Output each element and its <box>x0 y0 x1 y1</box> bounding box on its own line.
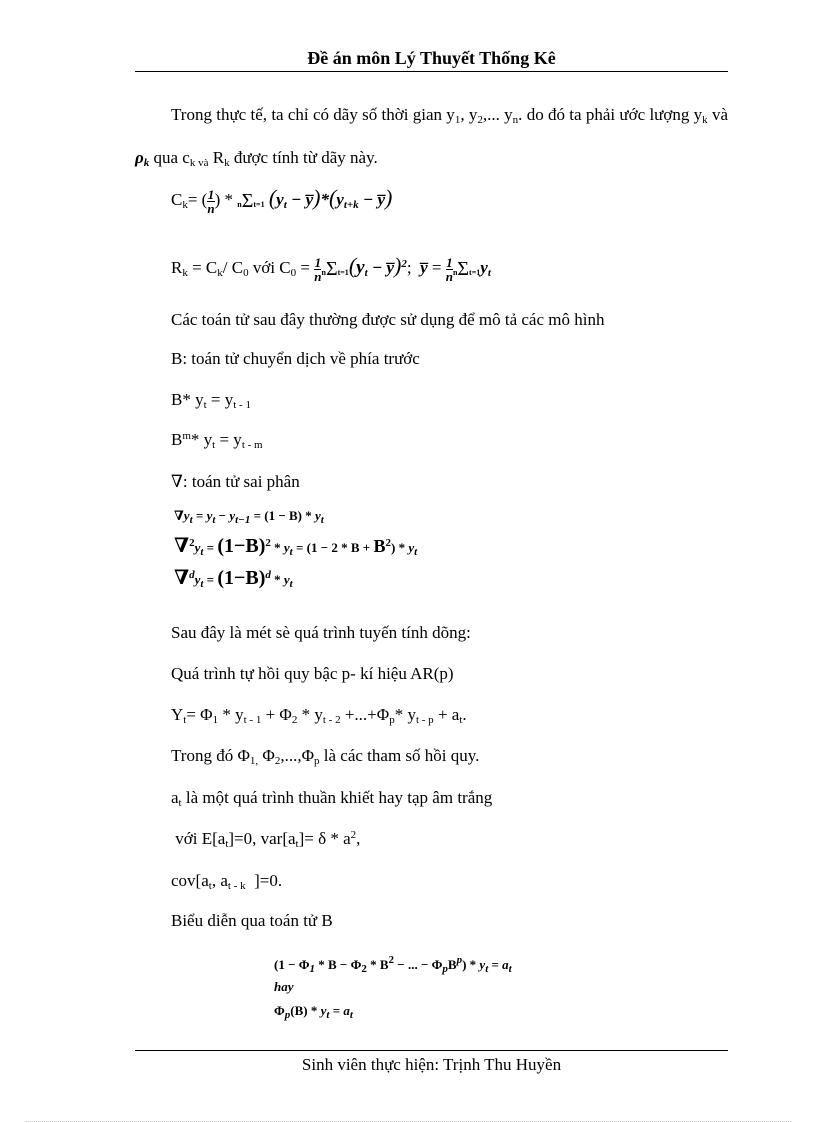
nabla-eq-d: $\nabla^dy_t = (1-B)^d * y_t$ <box>174 567 293 590</box>
linear-process-intro: Sau đây là mét sè quá trình tuyến tính dõng: <box>171 623 471 642</box>
ar-compact-eq: $\Phi_p(B) * y_t = a_t$ <box>274 1003 353 1021</box>
b-operator-def: B: toán tử chuyển dịch về phía trước <box>171 349 420 368</box>
header-rule <box>135 71 728 72</box>
ar-intro: Quá trình tự hồi quy bậc p- kí hiệu AR(p) <box>171 664 454 683</box>
operators-intro: Các toán tử sau đây thường được sử dụng để mô tả các mô hình <box>171 310 605 329</box>
rk-formula: $R_k = C_k/$ $C_0$ với $C_0$ = $\frac{1}{n}$ $n\Sigma t=1(y_t$ − y̅)$^2$; y̅ = $\frac{1}{n}$ $n\Sigma t=1y_t$ <box>171 253 491 284</box>
via-b-intro: Biểu diễn qua toán tử B <box>171 911 333 930</box>
expectation-variance: với $E[a_t]=0$, $var[a_t]= \delta * a^2$, <box>175 829 361 850</box>
nabla-eq-2: $\nabla^2y_t = (1-B)^2 * y_t = (1 - 2 * B + B^2) * y_t$ <box>174 535 418 558</box>
white-noise-def: $a_t$ là một quá trình thuần khiết hay tạp âm trắng <box>171 788 493 809</box>
nabla-operator-def: ∇: toán tử sai phân <box>171 472 300 491</box>
covariance: $cov[a_t$, $a_{t - k}$ ]=0. <box>171 871 283 892</box>
bm-shift-eq: $B^m*$ $y_t = y_{t - m}$ <box>171 430 263 451</box>
b-shift-eq: B* $y_t = y_{t - 1}$ <box>171 390 251 411</box>
ar-operator-eq: ($1 - \Phi_1 * B - \Phi_2 * B^2$ − ... − $\Phi_pB^p) * y_t = a_t$ <box>274 954 512 975</box>
page-footer: Sinh viên thực hiện: Trịnh Thu Huyền <box>301 1055 562 1074</box>
page-edge <box>25 1121 791 1122</box>
footer-rule <box>135 1050 728 1051</box>
nabla-eq-1: $\nabla y_t = y_t - y_{t-1} = (1 - B) * y_t$ <box>174 508 324 526</box>
ar-params: Trong đó $\Phi_{1,}$ $\Phi_2,...,\Phi_p$ là các tham số hồi quy. <box>171 746 480 767</box>
intro-paragraph: Trong thực tế, ta chỉ có dãy số thời gian $y_1$, $y_2$,... $y_n$. do đó ta phải ước lượng $y_k$ và $\rho_k$ qua $c_{k và}$ $R_k$ được tính từ dãy này. <box>135 105 729 169</box>
hay-word: hay <box>274 979 294 994</box>
page-header: Đề án môn Lý Thuyết Thống Kê <box>307 48 556 68</box>
ar-equation: $Y_t= \Phi_1 * y_{t - 1} + \Phi_2 * y_{t - 2} +...+\Phi_p*$ $y_{t - p} + a_t$. <box>171 705 467 726</box>
ck-formula: $C_k=$ ( $\frac{1}{n}$ ) * nΣt=1 ($y_t$ − $y̅)*(y_{t+k}$ − y̅) <box>171 185 393 216</box>
